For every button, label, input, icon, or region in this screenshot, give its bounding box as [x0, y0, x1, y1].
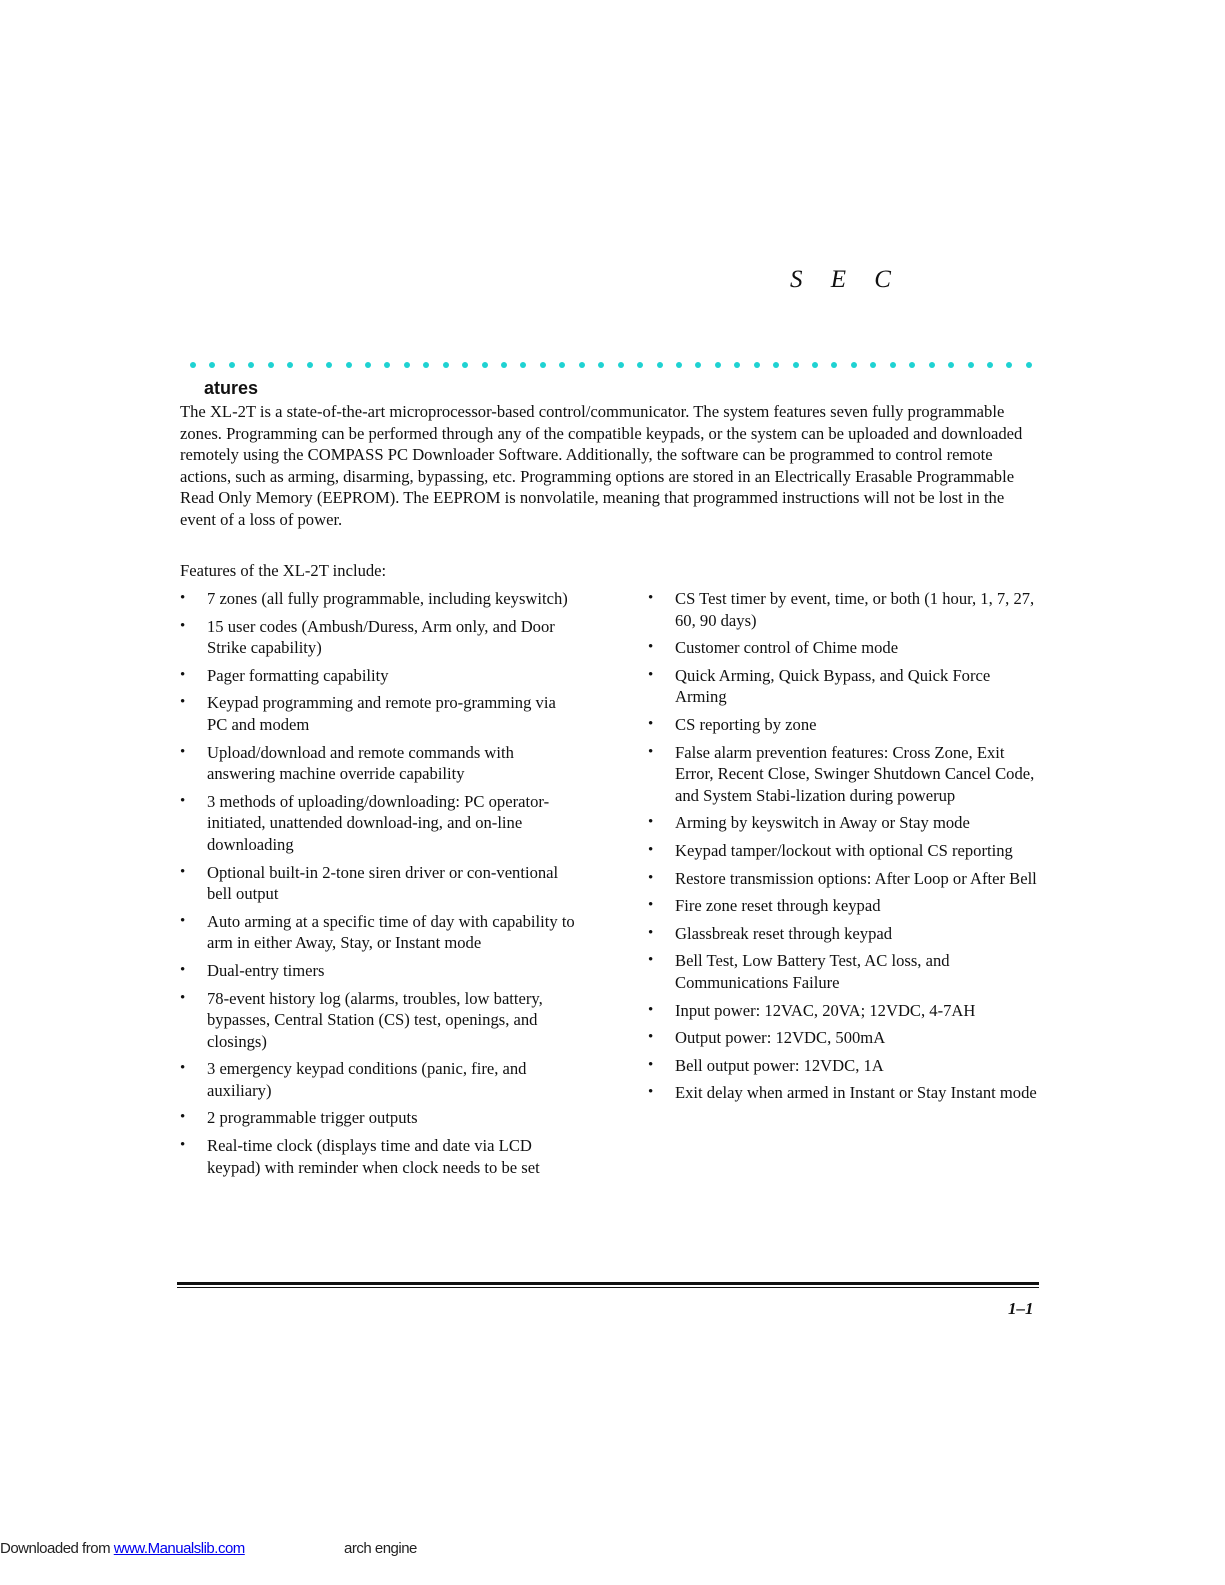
divider-dot: [443, 362, 449, 368]
feature-text: Exit delay when armed in Instant or Stay Instant mode: [675, 1083, 1037, 1103]
feature-text: Customer control of Chime mode: [675, 638, 899, 658]
divider-dot: [326, 362, 332, 368]
divider-dot: [346, 362, 352, 368]
divider-dot: [909, 362, 915, 368]
bullet-icon: •: [648, 715, 654, 732]
feature-item: [648, 868, 1043, 890]
divider-dot: [559, 362, 565, 368]
divider-dot: [190, 362, 196, 368]
divider-dot: [870, 362, 876, 368]
feature-text: Quick Arming, Quick Bypass, and Quick Force Arming: [675, 665, 991, 707]
page-number: 1–1: [1008, 1299, 1034, 1318]
divider-dot: [831, 362, 837, 368]
divider-dot: [248, 362, 254, 368]
feature-item: [180, 616, 580, 659]
footer-suffix: arch engine: [344, 1540, 417, 1557]
feature-text: 7 zones (all fully programmable, including keyswitch): [207, 589, 568, 608]
feature-item: [180, 588, 580, 610]
feature-item: [648, 1055, 1043, 1077]
feature-text: Upload/download and remote commands with answering machine override capability: [207, 742, 514, 784]
feature-text: Input power: 12VAC, 20VA; 12VDC, 4-7AH: [675, 1000, 976, 1020]
feature-item: [648, 637, 1043, 659]
feature-text: Restore transmission options: After Loop or After Bell: [675, 868, 1037, 888]
feature-item: [180, 665, 580, 687]
divider-dot: [948, 362, 954, 368]
bullet-icon: •: [180, 617, 186, 634]
bullet-icon: •: [648, 1001, 654, 1018]
feature-text: 3 emergency keypad conditions (panic, fire, and auxiliary): [207, 1059, 527, 1100]
divider-dot: [793, 362, 799, 368]
divider-dot: [657, 362, 663, 368]
feature-item: [180, 791, 580, 856]
divider-dot: [754, 362, 760, 368]
divider-dot: [734, 362, 740, 368]
feature-item: [648, 1082, 1043, 1104]
bottom-rule-thick: [177, 1282, 1039, 1285]
feature-text: 3 methods of uploading/downloading: PC operator-initiated, unattended download-ing, and on-line downloading: [207, 791, 550, 854]
section-header: S E C: [790, 266, 902, 293]
feature-item: [180, 1107, 580, 1129]
divider-dot: [287, 362, 293, 368]
feature-text: Optional built-in 2-tone siren driver or con-ventional bell output: [207, 862, 559, 904]
feature-item: [648, 714, 1043, 736]
feature-item: [180, 960, 580, 982]
feature-item: [648, 923, 1043, 945]
divider-dot: [968, 362, 974, 368]
divider-dot: [695, 362, 701, 368]
feature-item: [180, 692, 580, 735]
feature-text: False alarm prevention features: Cross Zone, Exit Error, Recent Close, Swinger Shutdown Cancel Code, and System Stabi-lization during powerup: [675, 742, 1035, 805]
divider-dot: [209, 362, 215, 368]
bullet-icon: •: [648, 814, 654, 831]
divider-dot: [482, 362, 488, 368]
divider-dot: [520, 362, 526, 368]
feature-text: CS reporting by zone: [675, 714, 817, 734]
feature-item: [648, 1000, 1043, 1022]
divider-dot: [462, 362, 468, 368]
divider-dot: [851, 362, 857, 368]
bullet-icon: •: [648, 743, 654, 760]
bullet-icon: •: [180, 694, 186, 711]
bullet-icon: •: [648, 639, 654, 656]
divider-dot: [676, 362, 682, 368]
feature-item: [180, 988, 580, 1053]
bullet-icon: •: [180, 1137, 186, 1154]
feature-text: Real-time clock (displays time and date via LCD keypad) with reminder when clock needs to be set: [207, 1136, 540, 1177]
feature-item: [648, 1027, 1043, 1049]
bullet-icon: •: [180, 590, 186, 606]
bullet-icon: •: [180, 1109, 186, 1126]
bullet-icon: •: [648, 897, 654, 914]
feature-item: [180, 911, 580, 954]
bullet-icon: •: [648, 590, 654, 606]
divider-dot: [929, 362, 935, 368]
feature-item: [648, 895, 1043, 917]
divider-dot: [404, 362, 410, 368]
divider-dot: [423, 362, 429, 368]
feature-item: [180, 1135, 580, 1178]
divider-dot: [501, 362, 507, 368]
bullet-icon: •: [648, 952, 654, 969]
feature-item: [648, 812, 1043, 834]
divider-dot: [229, 362, 235, 368]
divider-dot: [579, 362, 585, 368]
intro-paragraph: The XL-2T is a state-of-the-art microprocessor-based control/communicator. The system features seven fully programmable zones. Programming can be performed through any of the compatible keypads, or the system can be uploaded and downloaded remotely using the COMPASS PC Downloader Software. Additionally, the software can be programmed to control remote actions, such as arming, disarming, bypassing, etc. Programming options are stored in an Electrically Erasable Programmable Read Only Memory (EEPROM). The EEPROM is nonvolatile, meaning that programmed instructions will not be lost in the event of a loss of power.: [180, 402, 1023, 529]
feature-text: 78-event history log (alarms, troubles, low battery, bypasses, Central Station (CS) test, openings, and closings): [207, 988, 543, 1051]
feature-item: [648, 665, 1043, 708]
feature-text: CS Test timer by event, time, or both (1 hour, 1, 7, 27, 60, 90 days): [675, 589, 1035, 630]
divider-dot: [598, 362, 604, 368]
feature-item: [648, 588, 1043, 631]
bullet-icon: •: [180, 989, 186, 1006]
manualslib-link[interactable]: www.Manualslib.com: [113, 1540, 245, 1557]
bullet-icon: •: [648, 666, 654, 683]
divider-dot: [268, 362, 274, 368]
section-subheading: atures: [204, 378, 259, 398]
bullet-icon: •: [648, 869, 654, 886]
feature-text: Fire zone reset through keypad: [675, 896, 881, 916]
bottom-rule: [177, 1282, 1039, 1288]
bullet-icon: •: [648, 841, 654, 858]
feature-item: [648, 950, 1043, 993]
divider-dot: [1006, 362, 1012, 368]
divider-dot: [384, 362, 390, 368]
bullet-icon: •: [648, 1084, 654, 1101]
divider-dot: [365, 362, 371, 368]
feature-text: Keypad tamper/lockout with optional CS reporting: [675, 840, 1013, 860]
bullet-icon: •: [648, 1056, 654, 1073]
bullet-icon: •: [180, 792, 186, 809]
feature-text: Bell output power: 12VDC, 1A: [675, 1055, 884, 1075]
bottom-rule-thin: [177, 1287, 1039, 1288]
divider-dot: [618, 362, 624, 368]
footer-prefix: Downloaded from: [0, 1540, 114, 1557]
download-footer: [0, 1540, 417, 1557]
divider-dot: [540, 362, 546, 368]
divider-dot: [715, 362, 721, 368]
features-list-left: [180, 588, 580, 1184]
divider-dot: [637, 362, 643, 368]
feature-text: Auto arming at a specific time of day with capability to arm in either Away, Stay, or Instant mode: [207, 911, 575, 953]
divider-dot: [773, 362, 779, 368]
divider-dot: [307, 362, 313, 368]
feature-item: [180, 1058, 580, 1101]
feature-text: Arming by keyswitch in Away or Stay mode: [675, 813, 970, 833]
feature-text: Glassbreak reset through keypad: [675, 923, 893, 943]
feature-item: [648, 742, 1043, 807]
divider-dot: [812, 362, 818, 368]
bullet-icon: •: [180, 961, 186, 978]
feature-text: Pager formatting capability: [207, 665, 389, 685]
feature-item: [648, 840, 1043, 862]
divider-dot: [890, 362, 896, 368]
bullet-icon: •: [180, 1060, 186, 1077]
bullet-icon: •: [180, 743, 186, 760]
feature-item: [180, 742, 580, 785]
feature-item: [180, 862, 580, 905]
bullet-icon: •: [180, 666, 186, 683]
feature-text: 2 programmable trigger outputs: [207, 1108, 418, 1128]
divider-dot: [1026, 362, 1032, 368]
dotted-divider: [190, 360, 1032, 370]
features-list-right: [648, 588, 1043, 1110]
feature-text: Dual-entry timers: [207, 960, 325, 980]
divider-dot: [987, 362, 993, 368]
feature-text: 15 user codes (Ambush/Duress, Arm only, and Door Strike capability): [207, 616, 555, 658]
bullet-icon: •: [180, 863, 186, 880]
bullet-icon: •: [648, 1029, 654, 1046]
bullet-icon: •: [180, 912, 186, 929]
feature-text: Bell Test, Low Battery Test, AC loss, and Communications Failure: [675, 951, 950, 992]
feature-text: Keypad programming and remote pro-gramming via PC and modem: [207, 693, 556, 734]
feature-text: Output power: 12VDC, 500mA: [675, 1028, 886, 1048]
features-lead: Features of the XL-2T include:: [180, 561, 387, 580]
bullet-icon: •: [648, 924, 654, 941]
